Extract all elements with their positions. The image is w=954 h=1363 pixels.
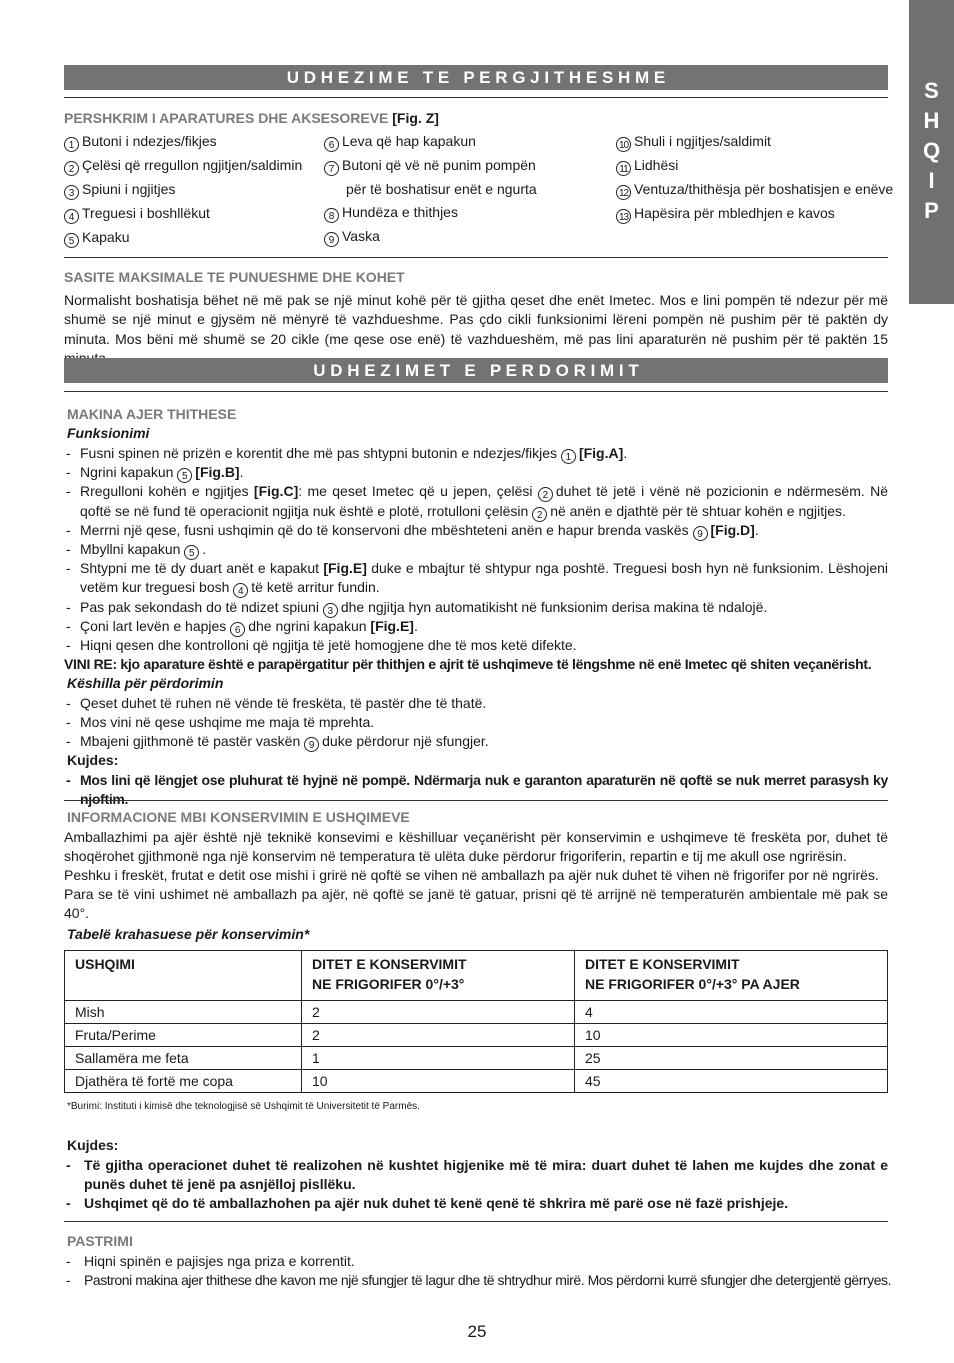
storage-info-text-2: Peshku i freskët, frutat e detit ose mishi i grirë në qoftë se vihen në amballazh pa ajër nuk duhet të vihen në frigorifer por në ngrirës. xyxy=(64,867,879,883)
storage-info-heading: INFORMACIONE MBI KONSERVIMIN E USHQIMEVE xyxy=(67,809,410,825)
part-item: 9 Vaska xyxy=(324,227,537,247)
table-row xyxy=(65,1047,888,1070)
part-item: 2 Çelësi që rregullon ngjitjen/saldimin xyxy=(64,156,302,176)
vacuum-machine-heading: MAKINA AJER THITHESE xyxy=(67,406,237,422)
tip-item: - Mos vini në qese ushqime me maja të mprehta. xyxy=(66,714,375,730)
table-header-row xyxy=(65,951,888,1001)
part-item: 6 Leva që hap kapakun xyxy=(324,132,537,152)
conservation-table xyxy=(64,950,888,1093)
table-cell: Sallamëra me feta xyxy=(65,1047,302,1070)
page-number: 25 xyxy=(467,1322,487,1341)
tab-letter: Q xyxy=(922,138,941,163)
part-item: 12 Ventuza/thithësja për boshatisjen e enëve xyxy=(616,180,893,200)
part-item: 8 Hundëza e thithjes xyxy=(324,203,537,223)
divider xyxy=(64,257,888,258)
part-item: 4 Treguesi i boshllëkut xyxy=(64,204,302,224)
section-bar-general: U D H E Z I M E T E P E R G J I T H E S H M E xyxy=(64,65,888,90)
step-item: - Mbyllni kapakun 5 . xyxy=(66,541,207,559)
parts-column-1 xyxy=(64,132,302,248)
operation-subheading: Funksionimi xyxy=(67,425,150,441)
table-cell: 45 xyxy=(575,1070,888,1093)
step-item: - Pas pak sekondash do të ndizet spiuni 3 dhe ngjitja hyn automatikisht në funksionim derisa makina të ndalojë. xyxy=(66,599,768,617)
caution-item: - Të gjitha operacionet duhet të realizohen në kushtet higjenike më të mira: duart duhet të lahen me kujdes dhe zonat e punës duhet të jenë pa asnjëlloj pisllëku. xyxy=(66,1157,888,1193)
step-item: - Merrni një qese, fusni ushqimin që do të konservoni dhe mbështeteni anën e hapur brenda vaskës 9 [Fig.D]. xyxy=(66,522,759,540)
tab-letter: I xyxy=(928,168,935,193)
divider xyxy=(64,391,888,392)
table-row xyxy=(65,1024,888,1047)
cleaning-item: - Hiqni spinën e pajisjes nga priza e korrentit. xyxy=(66,1253,355,1269)
cleaning-heading: PASTRIMI xyxy=(67,1233,133,1249)
part-item: 13 Hapësira për mbledhjen e kavos xyxy=(616,204,893,224)
divider xyxy=(64,1221,888,1222)
tip-item: - Qeset duhet të ruhen në vënde të freskëta, të pastër dhe të thatë. xyxy=(66,695,487,711)
capacity-text: Normalisht boshatisja bëhet në më pak se një minut kohë për të gjitha qeset dhe enët Imetec. Mos e lini pompën të ndezur për më shumë se një minut e gjysëm në mënyrë të vazhdueshme. Pas çdo cikli funksionimi lëreni pompën në pushim për të paktën dy minuta. Mos bëni më shumë se 20 cikle (me qese ose enë) të vazhdueshëm, më pas lini aparaturën në pushim për të paktën 15 xyxy=(64,292,888,347)
table-cell: 2 xyxy=(302,1001,575,1024)
part-item: 11 Lidhësi xyxy=(616,156,893,176)
part-item-continued: për të boshatisur enët e ngurta xyxy=(346,181,537,197)
step-item: - Çoni lart levën e hapjes 6 dhe ngrini kapakun [Fig.E]. xyxy=(66,618,418,636)
table-header-cell: DITET E KONSERVIMIT NE FRIGORIFER 0°/+3° xyxy=(302,951,575,1001)
storage-info-text-3: Para se të vini ushimet në amballazh pa ajër, në qoftë se janë të gatuar, prisni që të arrijnë në temperaturën ambientale më pak se 40°. xyxy=(64,886,888,922)
table-cell: 1 xyxy=(302,1047,575,1070)
caution-item: - Mos lini që lëngjet ose pluhurat të hyjnë në pompë. Ndërmarja nuk e garanton aparaturën në qoftë se nuk merret parasysh ky njoftim. xyxy=(66,772,888,808)
divider xyxy=(64,97,888,98)
caution-label: Kujdes: xyxy=(67,1137,119,1153)
divider xyxy=(64,800,888,801)
table-cell: 25 xyxy=(575,1047,888,1070)
part-item: 1 Butoni i ndezjes/fikjes xyxy=(64,132,302,152)
part-item: 3 Spiuni i ngjitjes xyxy=(64,180,302,200)
part-item: 7 Butoni që vë në punim pompën xyxy=(324,156,537,176)
tab-letter: P xyxy=(924,198,939,223)
tab-letter: S xyxy=(924,78,939,103)
step-item: - Shtypni me të dy duart anët e kapakut [Fig.E] duke e mbajtur të shtypur nga poshtë. Treguesi bosh hyn në funksionim. Lëshojeni vetëm kur treguesi bosh 4 të ketë arritur fundin. xyxy=(66,560,888,598)
part-item: 5 Kapaku xyxy=(64,228,302,248)
table-cell: Mish xyxy=(65,1001,302,1024)
table-footnote: *Burimi: Instituti i kimisë dhe teknologjisë së Ushqimit të Universitetit të Parmës. xyxy=(67,1101,420,1112)
table-caption: Tabelë krahasuese për konservimin* xyxy=(67,926,310,942)
step-item: - Hiqni qesen dhe kontrolloni që ngjitja të jetë homogjene dhe të mos ketë difekte. xyxy=(66,637,577,653)
step-item: - Rregulloni kohën e ngjitjes [Fig.C]: me qeset Imetec që u jepen, çelësi 2 duhet të jetë i vënë në pozicionin e ndërmesëm. Në qoftë se në fund të operacionit ngjitja nuk është e plotë, rrotulloni çelësin 2 në anën e djathtë për të shtuar kohën e ngjitjes. xyxy=(66,483,889,521)
table-cell: 4 xyxy=(575,1001,888,1024)
tab-letter: H xyxy=(923,108,940,133)
storage-info-text-1: Amballazhimi pa ajër është një teknikë konsevimi e këshilluar veçanërisht për konservimin e ushqimeve të freskëta por, duhet të shoqërohet gjithmonë nga një konservim në temperatura të ulëta duke përdorur frigoriferin, repartin e tij me akull ose ngrirësin. xyxy=(64,829,888,865)
table-row xyxy=(65,1001,888,1024)
part-item: 10 Shuli i ngjitjes/saldimit xyxy=(616,132,893,152)
tip-item: - Mbajeni gjithmonë të pastër vaskën 9 duke përdorur një sfungjer. xyxy=(66,733,489,751)
caution-item: - Ushqimet që do të amballazhohen pa ajër nuk duhet të kenë qenë të shkrira më parë ose në fazë prishjeje. xyxy=(66,1195,789,1211)
table-header-cell: DITET E KONSERVIMIT NE FRIGORIFER 0°/+3° PA AJER xyxy=(575,951,888,1001)
table-cell: 2 xyxy=(302,1024,575,1047)
tips-subheading: Këshilla për përdorimin xyxy=(67,675,224,691)
description-heading: PERSHKRIM I APARATURES DHE AKSESOREVE [Fig. Z] xyxy=(64,110,439,126)
capacity-heading: SASITE MAKSIMALE TE PUNUESHME DHE KOHET xyxy=(64,269,405,285)
table-cell: Djathëra të fortë me copa xyxy=(65,1070,302,1093)
step-item: - Ngrini kapakun 5 [Fig.B]. xyxy=(66,464,244,482)
parts-column-2 xyxy=(324,132,537,247)
note-vini-re: VINI RE: kjo aparature është e parapërgatitur për thithjen e ajrit të ushqimeve të lëngshme në enë Imetec që shiten veçanërisht. xyxy=(64,656,872,672)
language-tab xyxy=(909,0,954,304)
table-cell: 10 xyxy=(575,1024,888,1047)
table-row xyxy=(65,1070,888,1093)
parts-column-3 xyxy=(616,132,893,224)
step-item: - Fusni spinen në prizën e korentit dhe më pas shtypni butonin e ndezjes/fikjes 1 [Fig.A]. xyxy=(66,445,628,463)
section-bar-usage: U D H E Z I M E T E P E R D O R I M I T xyxy=(64,358,888,383)
table-cell: 10 xyxy=(302,1070,575,1093)
cleaning-item: - Pastroni makina ajer thithese dhe kavon me një sfungjer të lagur dhe të shtrydhur mirë. Mos përdorni kurrë sfungjer dhe detergjentë gërryes. xyxy=(66,1272,892,1288)
table-cell: Fruta/Perime xyxy=(65,1024,302,1047)
table-header-cell: USHQIMI xyxy=(65,951,302,1001)
caution-label: Kujdes: xyxy=(67,752,119,768)
